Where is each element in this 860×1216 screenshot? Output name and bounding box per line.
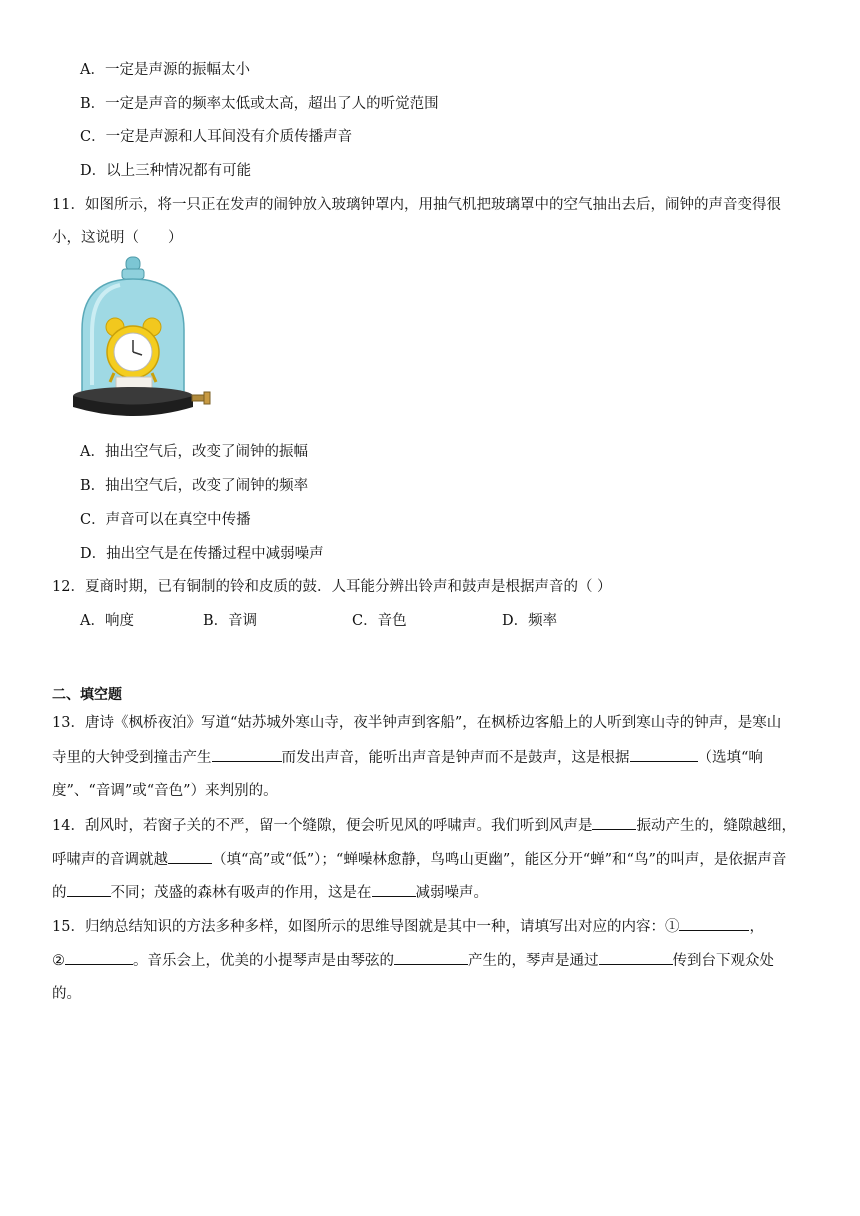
q12-option-d: D．频率: [502, 613, 558, 629]
q15-blank-3[interactable]: [394, 950, 468, 965]
q10-option-a: A．一定是声源的振幅太小: [80, 62, 250, 78]
q15-line2: [52, 950, 774, 971]
q13-blank-1[interactable]: [212, 747, 282, 762]
q11-option-b: B．抽出空气后，改变了闹钟的频率: [80, 478, 309, 494]
q13-blank-2[interactable]: [630, 747, 698, 762]
q14-text-d: （填“高”或“低”）；“蝉噪林愈静，鸟鸣山更幽”，能区分开“蝉”和“鸟”的叫声，是依据声音: [212, 852, 787, 868]
q14-line3: [52, 882, 488, 903]
q15-blank-2[interactable]: [65, 950, 133, 965]
q12-option-a: A．响度: [80, 613, 134, 629]
q12-option-c: C．音色: [352, 613, 407, 629]
q14-blank-4[interactable]: [372, 882, 416, 897]
q15-text-e: 产生的，琴声是通过: [468, 953, 599, 969]
q15-blank-4[interactable]: [599, 950, 673, 965]
q14-blank-3[interactable]: [67, 882, 111, 897]
q15-blank-1[interactable]: [679, 916, 749, 931]
q15-line1: [52, 916, 764, 937]
q10-option-b: B．一定是声音的频率太低或太高，超出了人的听觉范围: [80, 96, 439, 112]
q11-option-a: A．抽出空气后，改变了闹钟的振幅: [80, 444, 308, 460]
q11-stem-line1: 11．如图所示，将一只正在发声的闹钟放入玻璃钟罩内，用抽气机把玻璃罩中的空气抽出去后，闹钟的声音变得很: [52, 197, 781, 213]
bell-jar-alarm-clock-figure: [70, 255, 215, 425]
q14-text-c: 呼啸声的音调就越: [52, 852, 168, 868]
q14-line2: [52, 849, 786, 870]
q13-line3: 度”、“音调”或“音色”）来判别的。: [52, 783, 278, 799]
q11-option-d: D．抽出空气是在传播过程中减弱噪声: [80, 546, 324, 562]
section-title: 二、填空题: [52, 687, 122, 703]
q10-option-d: D．以上三种情况都有可能: [80, 163, 252, 179]
q13-line1: 13．唐诗《枫桥夜泊》写道“姑苏城外寒山寺，夜半钟声到客船”，在枫桥边客船上的人听到寒山寺的钟声，是寒山: [52, 715, 782, 731]
q13-text-b: 而发出声音，能听出声音是钟声而不是鼓声，这是根据: [281, 750, 630, 766]
q15-text-f: 传到台下观众处: [672, 953, 774, 969]
q14-text-f: 不同；茂盛的森林有吸声的作用，这是在: [110, 885, 372, 901]
q14-blank-2[interactable]: [168, 849, 212, 864]
q13-text-c: （选填“响: [697, 750, 763, 766]
q14-blank-1[interactable]: [592, 815, 636, 830]
q14-text-b: 振动产生的，缝隙越细，: [636, 818, 796, 834]
q14-text-a: 14．刮风时，若窗子关的不严，留一个缝隙，便会听见风的呼啸声。我们听到风声是: [52, 818, 593, 834]
q14-text-g: 减弱噪声。: [415, 885, 488, 901]
q12-stem: 12．夏商时期，已有铜制的铃和皮质的鼓．人耳能分辨出铃声和鼓声是根据声音的（ ）: [52, 579, 612, 595]
q12-option-b: B．音调: [203, 613, 258, 629]
q15-text-a: 15．归纳总结知识的方法多种多样，如图所示的思维导图就是其中一种，请填写出对应的内容：①: [52, 919, 680, 935]
q11-stem-line2: 小，这说明（ ）: [52, 230, 183, 246]
q11-option-c: C．声音可以在真空中传播: [80, 512, 251, 528]
q15-text-d: 。音乐会上，优美的小提琴声是由琴弦的: [133, 953, 394, 969]
q14-line1: [52, 815, 796, 836]
q13-text-a: 寺里的大钟受到撞击产生: [52, 750, 212, 766]
q14-text-e: 的: [52, 885, 67, 901]
q15-text-b: ，: [749, 919, 764, 935]
q15-line3: 的。: [52, 986, 81, 1002]
q15-text-c: ②: [52, 953, 65, 969]
q10-option-c: C．一定是声源和人耳间没有介质传播声音: [80, 129, 353, 145]
q13-line2: [52, 747, 763, 768]
